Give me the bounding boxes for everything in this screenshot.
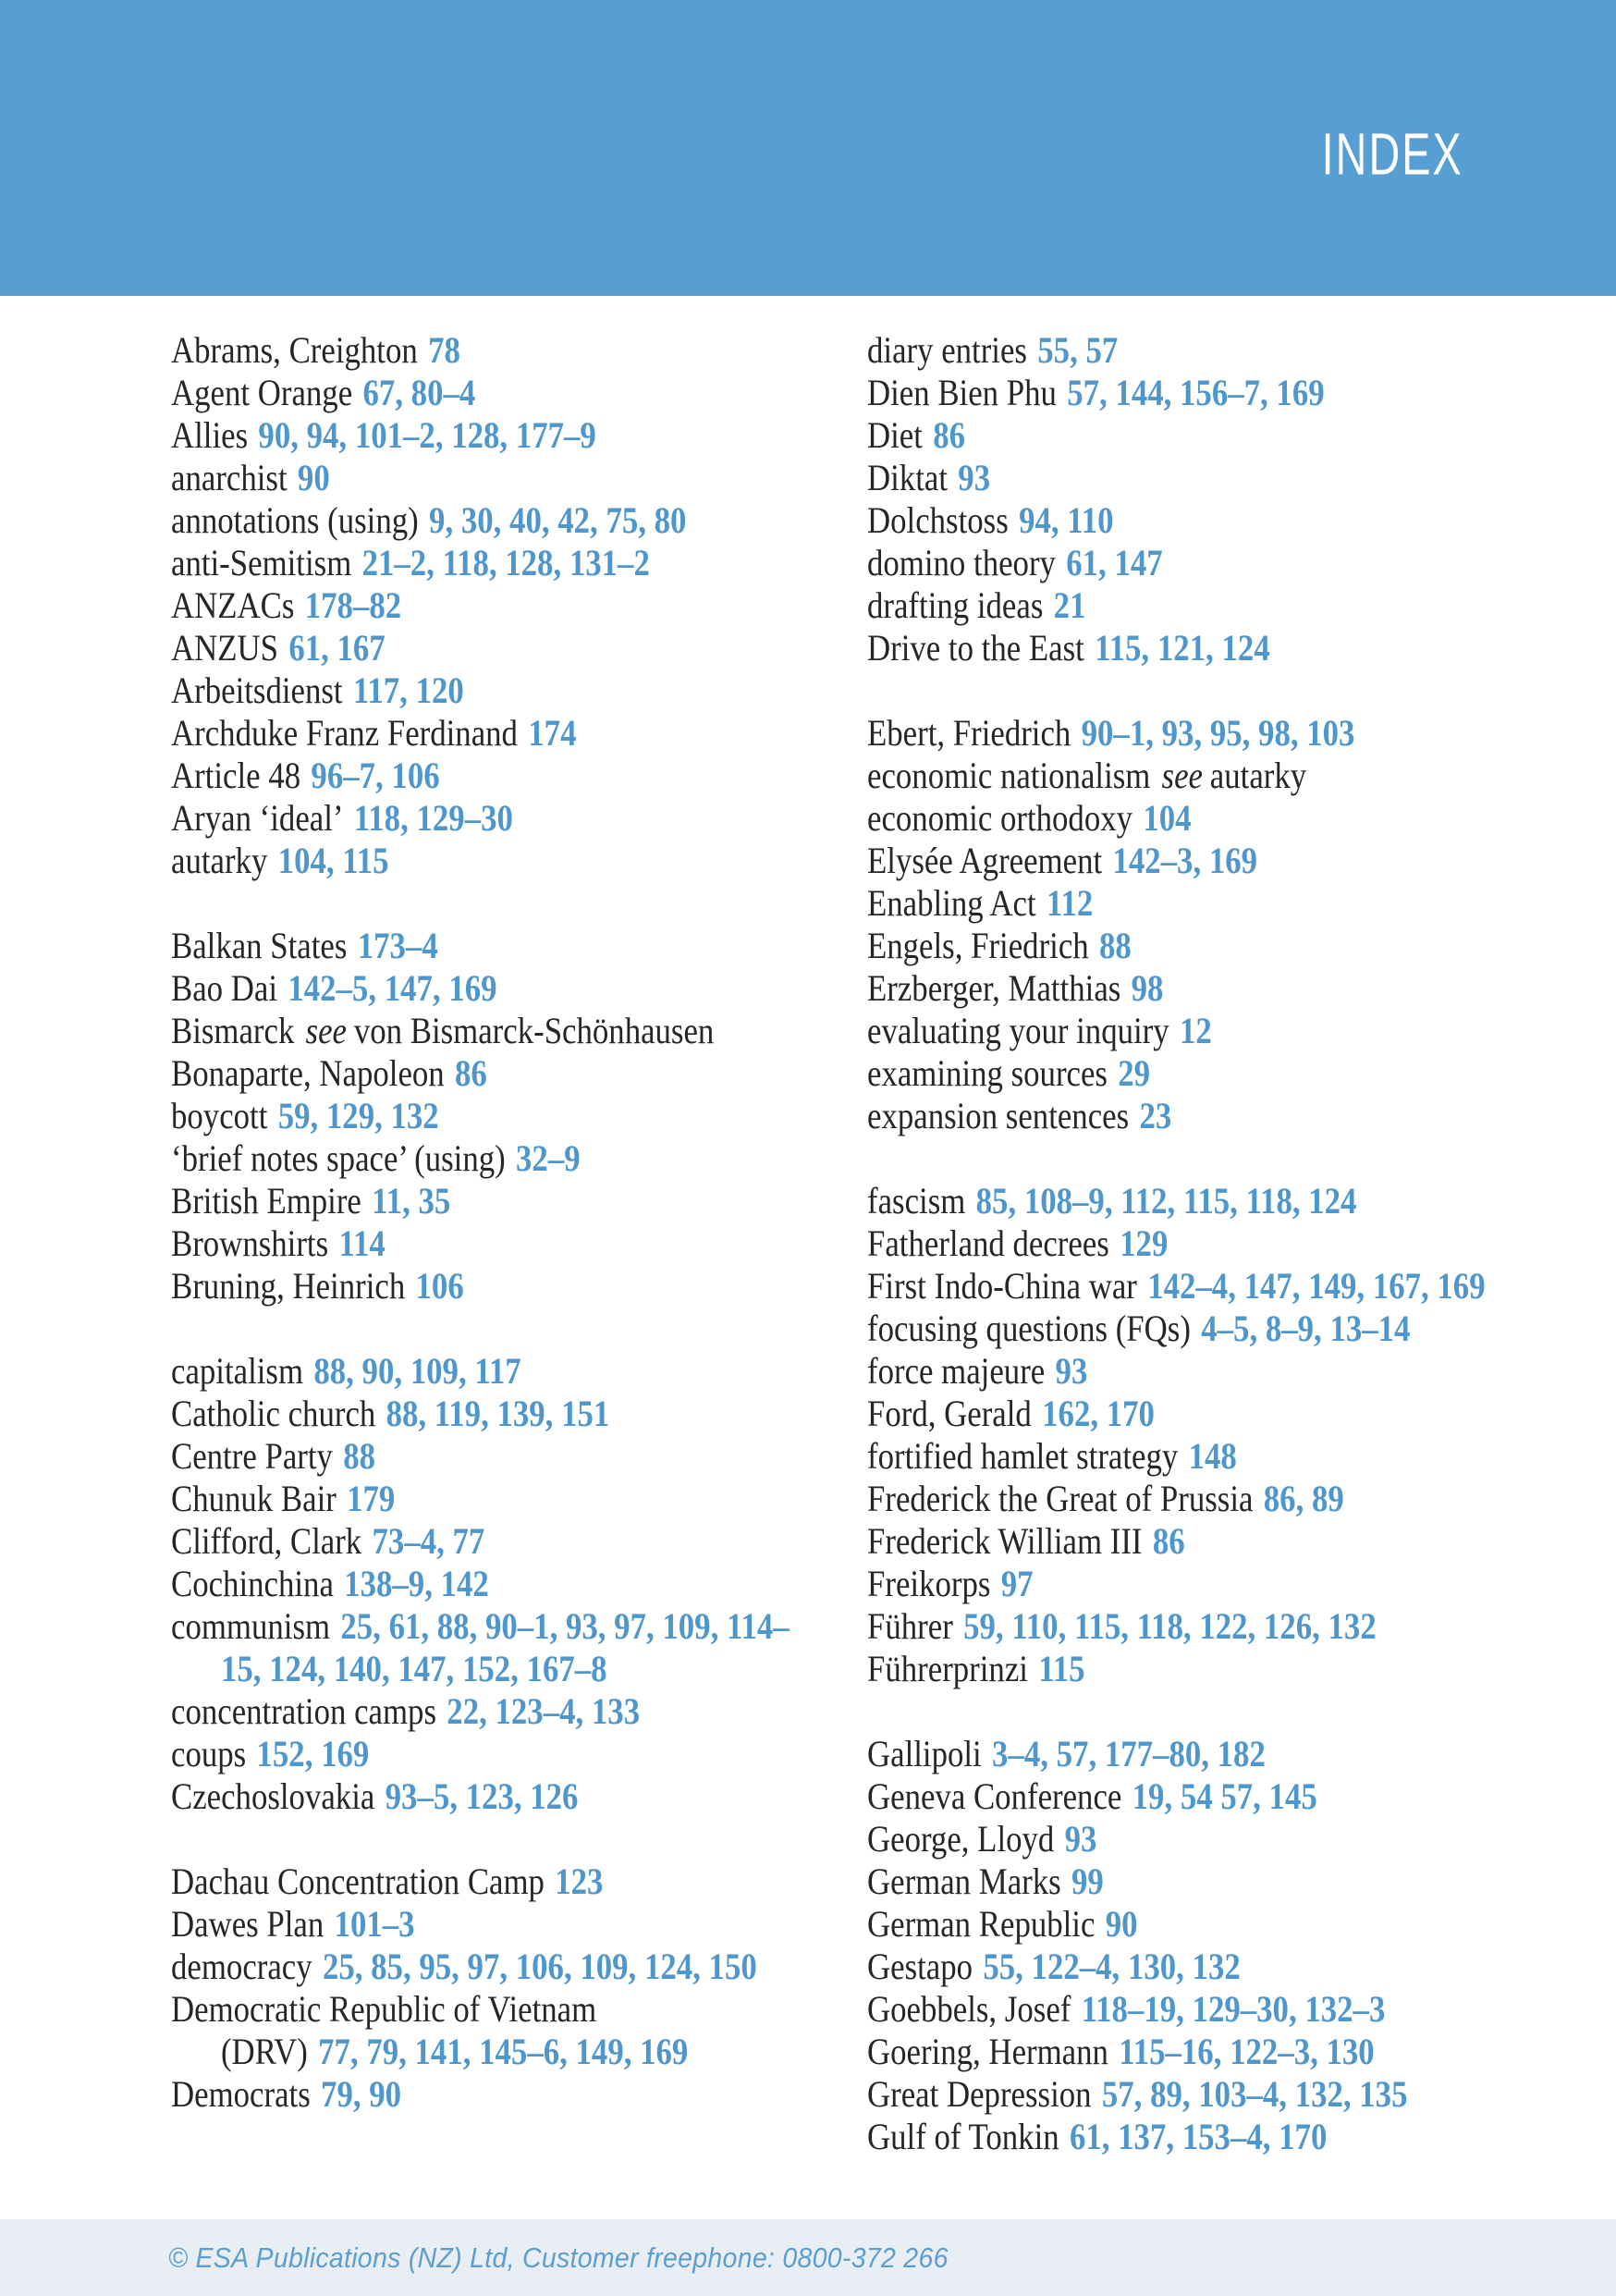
entry-pages: 174 — [528, 712, 577, 754]
entry-pages: 142–3, 169 — [1112, 840, 1258, 881]
entry-term: domino theory — [867, 542, 1056, 583]
entry-pages: 25, 85, 95, 97, 106, 109, 124, 150 — [322, 1946, 757, 1987]
entry-term: ANZACs — [171, 584, 295, 626]
entry-term: focusing questions (FQs) — [867, 1308, 1191, 1349]
entry-pages: 61, 147 — [1066, 542, 1163, 583]
index-entry — [867, 499, 1538, 542]
entry-term: anarchist — [171, 457, 288, 498]
index-entry — [867, 1222, 1538, 1265]
entry-term: Drive to the East — [867, 627, 1084, 669]
entry-pages: 3–4, 57, 177–80, 182 — [992, 1733, 1266, 1774]
entry-term: economic nationalism — [867, 755, 1151, 796]
entry-term: Bruning, Heinrich — [171, 1265, 406, 1307]
index-entry — [171, 499, 824, 542]
entry-pages: 138–9, 142 — [344, 1563, 489, 1604]
entry-term: Führerprinzi — [867, 1648, 1028, 1689]
entry-pages: 90 — [1105, 1903, 1138, 1945]
entry-term: Article 48 — [171, 755, 301, 796]
entry-pages: 88 — [1098, 925, 1132, 966]
entry-term: Fatherland decrees — [867, 1222, 1109, 1264]
entry-pages: 104, 115 — [277, 840, 389, 881]
index-entry — [867, 1860, 1538, 1903]
entry-term: Democratic Republic of Vietnam — [171, 1988, 597, 2030]
index-entry — [171, 627, 824, 669]
index-entry — [867, 1052, 1538, 1095]
index-entry — [867, 2073, 1538, 2116]
entry-term: Führer — [867, 1605, 953, 1647]
entry-pages: 22, 123–4, 133 — [447, 1690, 641, 1732]
entry-term: anti-Semitism — [171, 542, 352, 583]
index-entry — [867, 840, 1538, 882]
footer-credit: © ESA Publications (NZ) Ltd, Customer freephone: 0800-372 266 — [168, 2241, 949, 2274]
index-entry — [867, 1903, 1538, 1946]
entry-term: Balkan States — [171, 925, 348, 966]
section-gap — [171, 1818, 824, 1860]
index-entry — [867, 1605, 1538, 1648]
entry-term: Democrats — [171, 2073, 311, 2115]
index-entry — [867, 1435, 1538, 1478]
index-entry — [867, 1988, 1538, 2031]
index-entry — [171, 797, 824, 840]
index-entry — [867, 755, 1538, 797]
entry-term: German Marks — [867, 1860, 1061, 1902]
index-entry — [171, 1350, 824, 1393]
entry-term: Diet — [867, 414, 923, 456]
entry-term: capitalism — [171, 1350, 304, 1392]
index-entry — [867, 712, 1538, 755]
entry-pages: 21–2, 118, 128, 131–2 — [361, 542, 650, 583]
entry-term: Agent Orange — [171, 372, 353, 413]
index-entry — [171, 584, 824, 627]
index-entry — [867, 1946, 1538, 1988]
index-entry — [867, 1563, 1538, 1605]
index-entry — [171, 840, 824, 882]
index-entry — [171, 712, 824, 755]
entry-pages: 97 — [1000, 1563, 1034, 1604]
entry-pages: 78 — [428, 329, 460, 371]
entry-term: British Empire — [171, 1180, 361, 1222]
entry-pages: 96–7, 106 — [311, 755, 440, 796]
entry-term: Gulf of Tonkin — [867, 2116, 1059, 2157]
index-entry — [867, 1095, 1538, 1137]
section-gap — [171, 882, 824, 925]
index-entry — [171, 2073, 824, 2116]
entry-term-continued: (DRV) — [220, 2031, 308, 2072]
entry-term: Frederick William III — [867, 1520, 1143, 1562]
index-entry — [171, 1775, 824, 1818]
entry-pages: 106 — [415, 1265, 464, 1307]
index-entry — [171, 1903, 824, 1946]
entry-pages: 88, 90, 109, 117 — [313, 1350, 521, 1392]
index-entry — [867, 1478, 1538, 1520]
entry-pages: 93 — [1055, 1350, 1088, 1392]
index-entry — [867, 1775, 1538, 1818]
entry-pages: 12 — [1179, 1010, 1212, 1051]
index-entry — [171, 1010, 824, 1052]
index-entry — [171, 1988, 824, 2073]
entry-term: Dien Bien Phu — [867, 372, 1057, 413]
index-entry — [867, 457, 1538, 499]
entry-pages: 9, 30, 40, 42, 75, 80 — [429, 499, 687, 541]
entry-term: Dawes Plan — [171, 1903, 324, 1945]
entry-term: Clifford, Clark — [171, 1520, 362, 1562]
index-entry — [171, 1052, 824, 1095]
header-band — [0, 0, 1616, 296]
index-entry — [171, 1478, 824, 1520]
index-right-column — [867, 329, 1538, 2158]
index-entry — [171, 1690, 824, 1733]
section-gap — [867, 669, 1538, 712]
index-entry — [171, 1605, 824, 1690]
entry-pages: 115–16, 122–3, 130 — [1119, 2031, 1375, 2072]
index-entry — [867, 1520, 1538, 1563]
entry-pages: 21 — [1053, 584, 1086, 626]
index-entry — [867, 1308, 1538, 1350]
index-entry — [867, 542, 1538, 584]
index-entry — [867, 1265, 1538, 1308]
entry-pages: 101–3 — [334, 1903, 415, 1945]
entry-pages: 90, 94, 101–2, 128, 177–9 — [258, 414, 596, 456]
index-entry — [867, 372, 1538, 414]
entry-term: Archduke Franz Ferdinand — [171, 712, 518, 754]
index-entry — [171, 1946, 824, 1988]
entry-term: Engels, Friedrich — [867, 925, 1089, 966]
section-gap — [867, 1690, 1538, 1733]
entry-pages: 99 — [1071, 1860, 1104, 1902]
entry-term: Dachau Concentration Camp — [171, 1860, 545, 1902]
entry-pages: 86, 89 — [1263, 1478, 1344, 1519]
index-entry — [867, 925, 1538, 967]
entry-term: ‘brief notes space’ (using) — [171, 1137, 506, 1179]
entry-pages: 178–82 — [304, 584, 402, 626]
index-entry — [171, 1733, 824, 1775]
index-entry — [171, 755, 824, 797]
entry-pages: 112 — [1046, 882, 1094, 924]
entry-term: examining sources — [867, 1052, 1108, 1094]
index-entry — [867, 1648, 1538, 1690]
entry-pages: 129 — [1120, 1222, 1169, 1264]
index-entry — [867, 2031, 1538, 2073]
entry-term: fortified hamlet strategy — [867, 1435, 1179, 1477]
entry-pages: 93–5, 123, 126 — [385, 1775, 579, 1817]
index-entry — [171, 542, 824, 584]
entry-pages: 57, 89, 103–4, 132, 135 — [1101, 2073, 1408, 2115]
entry-term: Frederick the Great of Prussia — [867, 1478, 1254, 1519]
entry-pages: 104 — [1143, 797, 1192, 839]
entry-term: Czechoslovakia — [171, 1775, 375, 1817]
entry-term: Allies — [171, 414, 249, 456]
entry-term: Enabling Act — [867, 882, 1036, 924]
index-entry — [171, 1393, 824, 1435]
entry-pages: 148 — [1188, 1435, 1237, 1477]
index-entry — [171, 967, 824, 1010]
entry-pages: 88 — [343, 1435, 376, 1477]
entry-pages: 90 — [297, 457, 330, 498]
index-entry — [171, 1435, 824, 1478]
entry-term: First Indo-China war — [867, 1265, 1137, 1307]
entry-pages: 93 — [1064, 1818, 1097, 1860]
entry-pages: 4–5, 8–9, 13–14 — [1201, 1308, 1411, 1349]
entry-pages: 142–5, 147, 169 — [288, 967, 497, 1009]
entry-term: coups — [171, 1733, 247, 1774]
entry-term: drafting ideas — [867, 584, 1044, 626]
index-left-column — [171, 329, 824, 2116]
entry-pages: 77, 79, 141, 145–6, 149, 169 — [318, 2031, 689, 2072]
entry-pages: 32–9 — [516, 1137, 581, 1179]
entry-pages: 55, 122–4, 130, 132 — [983, 1946, 1241, 1987]
entry-term: Geneva Conference — [867, 1775, 1122, 1817]
entry-pages: 61, 167 — [288, 627, 386, 669]
entry-term: Bao Dai — [171, 967, 278, 1009]
entry-pages: 118–19, 129–30, 132–3 — [1081, 1988, 1386, 2030]
entry-pages: 173–4 — [357, 925, 438, 966]
entry-pages: 142–4, 147, 149, 167, 169 — [1147, 1265, 1486, 1307]
entry-pages: 57, 144, 156–7, 169 — [1067, 372, 1325, 413]
entry-term: boycott — [171, 1095, 268, 1136]
index-entry — [867, 967, 1538, 1010]
entry-pages: 118, 129–30 — [353, 797, 513, 839]
entry-term: Abrams, Creighton — [171, 329, 418, 371]
entry-pages: 90–1, 93, 95, 98, 103 — [1081, 712, 1355, 754]
entry-term: Dolchstoss — [867, 499, 1009, 541]
entry-pages: 29 — [1118, 1052, 1151, 1094]
section-gap — [171, 1308, 824, 1350]
index-entry — [867, 1180, 1538, 1222]
entry-term: communism — [171, 1605, 331, 1647]
entry-pages: 114 — [338, 1222, 386, 1264]
entry-pages: 86 — [933, 414, 966, 456]
index-entry — [171, 457, 824, 499]
index-entry — [867, 1818, 1538, 1860]
entry-pages: 55, 57 — [1037, 329, 1119, 371]
entry-term: Bonaparte, Napoleon — [171, 1052, 445, 1094]
index-entry — [171, 1180, 824, 1222]
index-entry — [867, 882, 1538, 925]
entry-pages: 85, 108–9, 112, 115, 118, 124 — [975, 1180, 1357, 1222]
entry-term: George, Lloyd — [867, 1818, 1055, 1860]
index-entry — [867, 627, 1538, 669]
entry-pages: 11, 35 — [372, 1180, 451, 1222]
entry-pages: 115, 121, 124 — [1095, 627, 1270, 669]
index-entry — [867, 2116, 1538, 2158]
entry-term: Goebbels, Josef — [867, 1988, 1071, 2030]
entry-term: Catholic church — [171, 1393, 376, 1434]
index-entry — [171, 372, 824, 414]
entry-term: Arbeitsdienst — [171, 669, 343, 711]
entry-term: Cochinchina — [171, 1563, 334, 1604]
entry-term: Chunuk Bair — [171, 1478, 337, 1519]
see-reference-label: see — [1161, 755, 1203, 796]
entry-pages: 73–4, 77 — [372, 1520, 485, 1562]
index-entry — [171, 329, 824, 372]
index-entry — [171, 1265, 824, 1308]
entry-pages: 94, 110 — [1019, 499, 1114, 541]
entry-term: Bismarck — [171, 1010, 295, 1051]
entry-term: Erzberger, Matthias — [867, 967, 1121, 1009]
index-entry — [867, 584, 1538, 627]
index-entry — [867, 1733, 1538, 1775]
entry-term: Centre Party — [171, 1435, 333, 1477]
entry-term: Diktat — [867, 457, 948, 498]
entry-pages: 98 — [1131, 967, 1164, 1009]
entry-term: Freikorps — [867, 1563, 991, 1604]
entry-term: expansion sentences — [867, 1095, 1130, 1136]
entry-pages: 115 — [1038, 1648, 1085, 1689]
entry-term: Elysée Agreement — [867, 840, 1103, 881]
index-entry — [171, 1860, 824, 1903]
entry-pages: 162, 170 — [1042, 1393, 1155, 1434]
page-title: INDEX — [1321, 121, 1463, 189]
entry-term: autarky — [171, 840, 268, 881]
see-reference-target: von Bismarck-Schönhausen — [353, 1010, 715, 1051]
entry-pages: 88, 119, 139, 151 — [386, 1393, 610, 1434]
entry-term: democracy — [171, 1946, 312, 1987]
entry-term: economic orthodoxy — [867, 797, 1133, 839]
entry-pages: 61, 137, 153–4, 170 — [1069, 2116, 1328, 2157]
section-gap — [867, 1137, 1538, 1180]
entry-term: Ebert, Friedrich — [867, 712, 1071, 754]
index-entry — [867, 797, 1538, 840]
index-entry — [171, 925, 824, 967]
entry-term: fascism — [867, 1180, 966, 1222]
footer-band — [0, 2219, 1616, 2296]
index-entry — [171, 1222, 824, 1265]
index-entry — [171, 1563, 824, 1605]
index-entry — [867, 414, 1538, 457]
index-entry — [171, 1095, 824, 1137]
entry-term: Great Depression — [867, 2073, 1092, 2115]
entry-pages: 86 — [455, 1052, 487, 1094]
entry-term: German Republic — [867, 1903, 1096, 1945]
entry-pages: 79, 90 — [321, 2073, 402, 2115]
entry-term: ANZUS — [171, 627, 279, 669]
entry-term: evaluating your inquiry — [867, 1010, 1169, 1051]
entry-pages: 19, 54 57, 145 — [1132, 1775, 1317, 1817]
entry-term: Gestapo — [867, 1946, 973, 1987]
entry-term: Aryan ‘ideal’ — [171, 797, 344, 839]
entry-pages: 67, 80–4 — [362, 372, 476, 413]
entry-term: Goering, Hermann — [867, 2031, 1108, 2072]
entry-pages: 123 — [555, 1860, 604, 1902]
entry-term: concentration camps — [171, 1690, 436, 1732]
see-reference-label: see — [305, 1010, 347, 1051]
entry-pages: 179 — [347, 1478, 396, 1519]
entry-term: annotations (using) — [171, 499, 419, 541]
entry-pages: 86 — [1152, 1520, 1185, 1562]
index-entry — [171, 669, 824, 712]
index-entry — [867, 1350, 1538, 1393]
index-entry — [867, 1393, 1538, 1435]
index-entry — [867, 329, 1538, 372]
entry-term: diary entries — [867, 329, 1027, 371]
entry-term: Gallipoli — [867, 1733, 982, 1774]
entry-term: force majeure — [867, 1350, 1046, 1392]
entry-pages: 93 — [958, 457, 991, 498]
index-entry — [867, 1010, 1538, 1052]
entry-term: Brownshirts — [171, 1222, 329, 1264]
entry-pages: 25, 61, 88, 90–1, 93, 97, 109, 114–15, 124, 140, 147, 152, 167–8 — [220, 1605, 790, 1689]
index-entry — [171, 414, 824, 457]
entry-pages: 152, 169 — [256, 1733, 370, 1774]
entry-pages: 117, 120 — [352, 669, 464, 711]
index-entry — [171, 1520, 824, 1563]
index-entry — [171, 1137, 824, 1180]
see-reference-target: autarky — [1209, 755, 1307, 796]
entry-term: Ford, Gerald — [867, 1393, 1032, 1434]
entry-pages: 23 — [1139, 1095, 1172, 1136]
entry-pages: 59, 110, 115, 118, 122, 126, 132 — [963, 1605, 1377, 1647]
entry-pages: 59, 129, 132 — [277, 1095, 439, 1136]
